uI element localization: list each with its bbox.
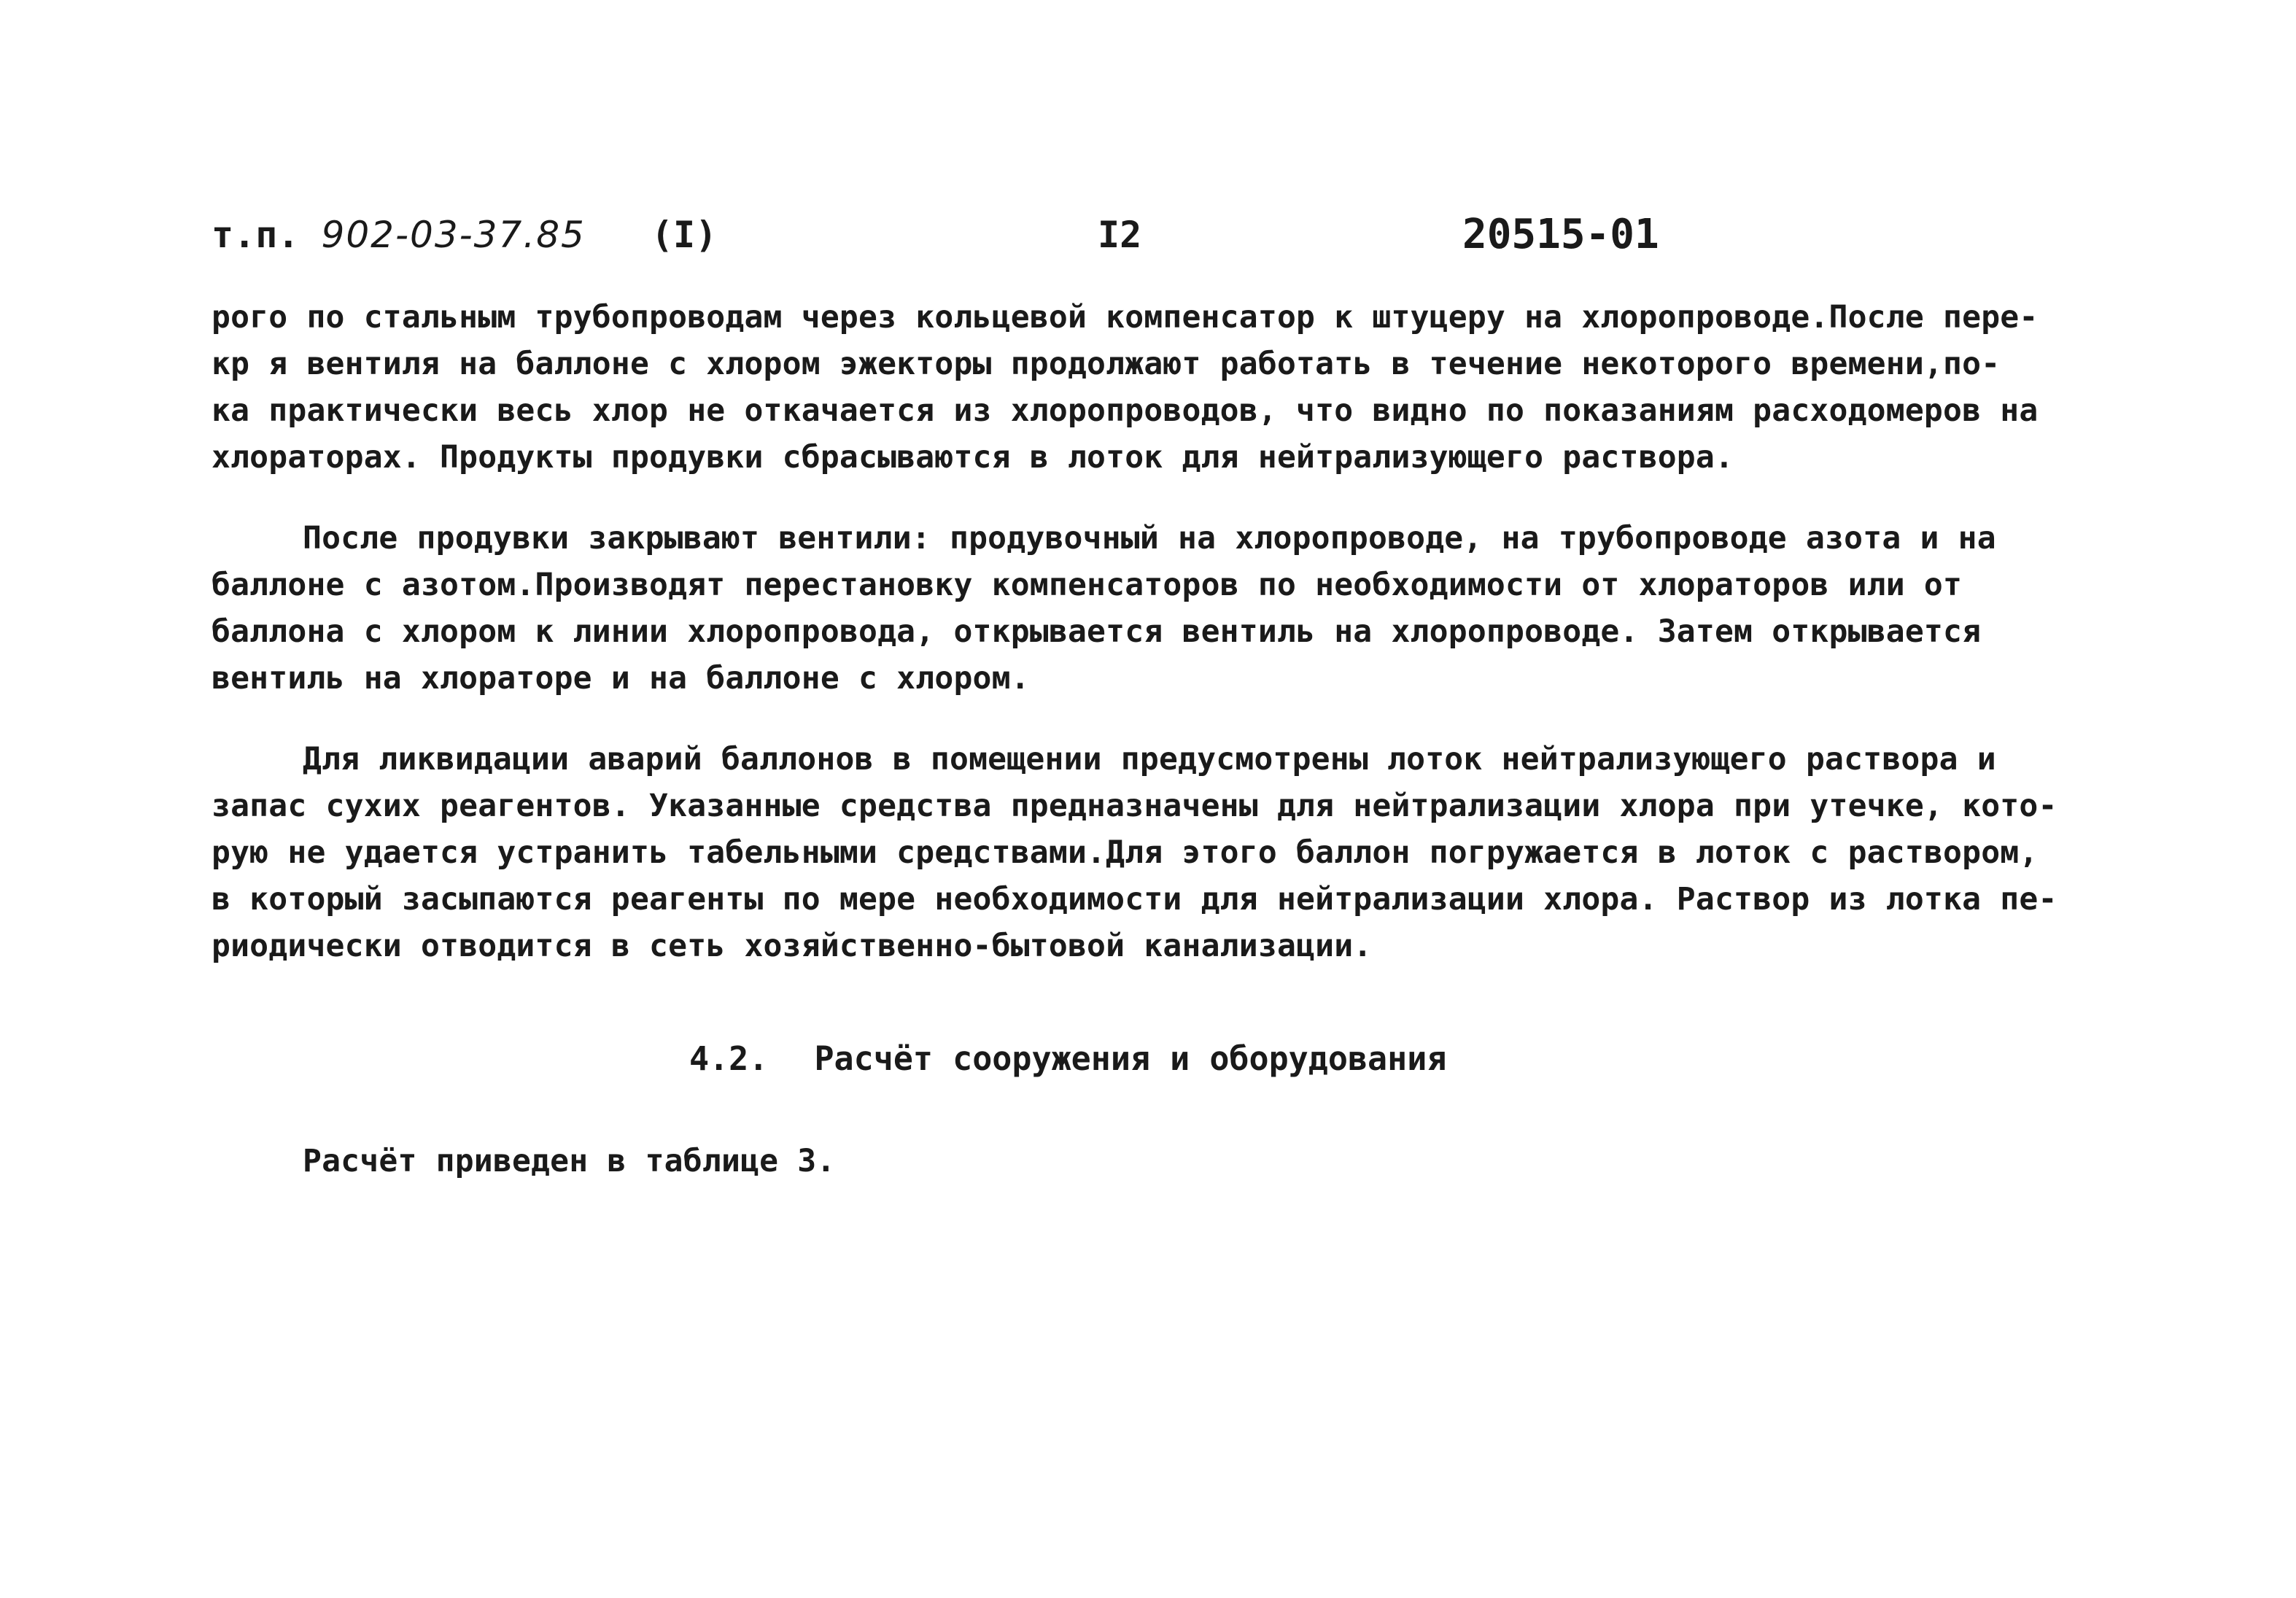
paragraph-2-line-1: После продувки закрывают вентили: продувочный на хлоропроводе, на трубопроводе азота и на	[303, 520, 1996, 556]
paragraph-3-line-4: в который засыпаются реагенты по мере необходимости для нейтрализации хлора. Раствор из лотка пе-	[212, 881, 2058, 918]
section-title: Расчёт сооружения и оборудования	[814, 1039, 1447, 1078]
header-document-code	[212, 206, 717, 264]
paragraph-1-line-3: ка практически весь хлор не откачается из хлоропроводов, что видно по показаниям расходомеров на	[212, 392, 2039, 429]
paragraph-1-line-4: хлораторах. Продукты продувки сбрасываются в лоток для нейтрализующего раствора.	[212, 439, 1734, 476]
page-number: I2	[1098, 214, 1142, 256]
paragraph-1-line-2: кр я вентиля на баллоне с хлором эжекторы продолжают работать в течение некоторого времени,по-	[212, 346, 2001, 382]
paragraph-2-line-2: баллоне с азотом.Производят перестановку компенсаторов по необходимости от хлораторов или от	[212, 567, 1963, 603]
paragraph-3-line-1: Для ликвидации аварий баллонов в помещении предусмотрены лоток нейтрализующего раствора и	[303, 741, 1996, 777]
paragraph-1-line-1: рого по стальным трубопроводам через кольцевой компенсатор к штуцеру на хлоропроводе.После пере-	[212, 299, 2039, 335]
paragraph-3-line-3: рую не удается устранить табельными средствами.Для этого баллон погружается в лоток с раствором,	[212, 834, 2039, 871]
header-volume: (I)	[651, 214, 718, 256]
paragraph-2-line-4: вентиль на хлораторе и на баллоне с хлором.	[212, 660, 1030, 697]
inventory-number-handwritten: 20515-01	[1462, 211, 1659, 258]
header-prefix: т.п.	[212, 214, 300, 256]
header-doc-code-handwritten: 902-03-37.85	[321, 214, 586, 256]
closing-text: Расчёт приведен в таблице 3.	[303, 1143, 836, 1179]
paragraph-2-line-3: баллона с хлором к линии хлоропровода, открывается вентиль на хлоропроводе. Затем открывается	[212, 613, 1982, 650]
section-heading	[689, 1036, 1446, 1082]
paragraph-3-line-5: риодически отводится в сеть хозяйственно-бытовой канализации.	[212, 928, 1373, 964]
section-number: 4.2.	[689, 1039, 769, 1078]
paragraph-3-line-2: запас сухих реагентов. Указанные средства предназначены для нейтрализации хлора при утечке, кото-	[212, 788, 2058, 824]
